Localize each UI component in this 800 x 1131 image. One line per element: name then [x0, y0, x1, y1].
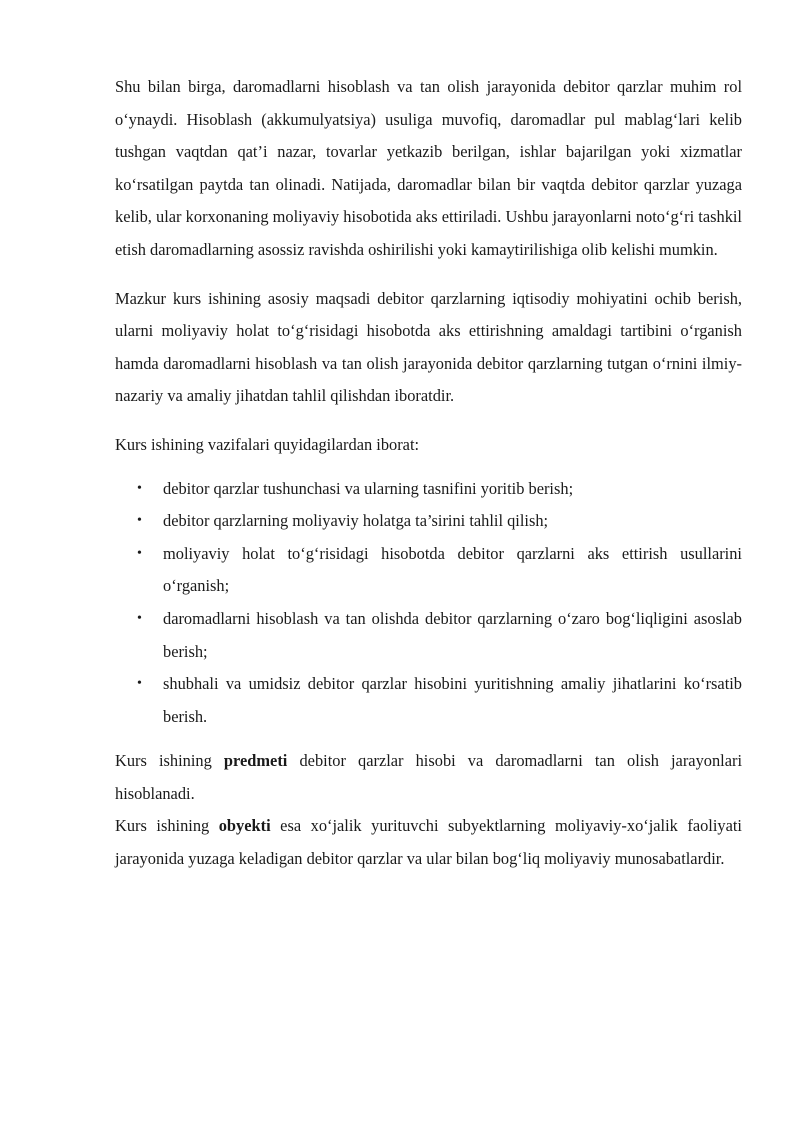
bullet-icon: •: [137, 480, 142, 496]
bullet-icon: •: [137, 513, 142, 529]
object-rest: esa xo‘jalik yurituvchi subyektlarning moliyaviy-xo‘jalik faoliyati jarayonida yuzaga keladigan debitor qarzlar va ular bilan bog‘liq moliyaviy munosabatlardir.: [115, 816, 742, 869]
paragraph-subject: [115, 745, 742, 810]
paragraph-revenue-receivables: Shu bilan birga, daromadlarni hisoblash va tan olish jarayonida debitor qarzlar muhim rol o‘ynaydi. Hisoblash (akkumulyatsiya) usuliga muvofiq, daromadlar pul mablag‘lari kelib tushgan vaqtdan qat’i nazar, tovarlar yetkazib berilgan, ishlar bajarilgan yoki xizmatlar ko‘rsatilgan paytda tan olinadi. Natijada, daromadlar bilan bir vaqtda debitor qarzlar yuzaga kelib, ular korxonaning moliyaviy hisobotida aks ettiriladi. Ushbu jarayonlarni noto‘g‘ri tashkil etish daromadlarning asossiz ravishda oshirilishi yoki kamaytirilishiga olib kelishi mumkin.: [115, 77, 742, 259]
task-text: debitor qarzlarning moliyaviy holatga ta’sirini tahlil qilish;: [163, 511, 549, 531]
object-term: obyekti: [218, 816, 271, 836]
list-item: [115, 603, 742, 668]
document-page: [115, 71, 742, 876]
list-item: [115, 473, 742, 506]
bullet-icon: •: [137, 676, 142, 692]
bullet-icon: •: [137, 610, 142, 626]
task-text: daromadlarni hisoblash va tan olishda debitor qarzlarning o‘zaro bog‘liqligini asoslab berish;: [163, 608, 742, 661]
object-lead: Kurs ishining: [115, 816, 219, 836]
subject-term: predmeti: [223, 751, 288, 771]
paragraph-object: [115, 810, 742, 875]
list-item: [115, 538, 742, 603]
paragraph-course-goal: Mazkur kurs ishining asosiy maqsadi debitor qarzlarning iqtisodiy mohiyatini ochib berish, ularni moliyaviy holat to‘g‘risidagi hisobotda aks ettirishning amaldagi tartibini o‘rganish hamda daromadlarni hisoblash va tan olish jarayonida debitor qarzlarning tutgan o‘rnini ilmiy-nazariy va amaliy jihatdan tahlil qilishdan iboratdir.: [115, 288, 742, 406]
list-item: [115, 668, 742, 733]
subject-rest: debitor qarzlar hisobi va daromadlarni tan olish jarayonlari hisoblanadi.: [115, 751, 742, 803]
task-text: debitor qarzlar tushunchasi va ularning tasnifini yoritib berish;: [163, 478, 574, 498]
task-text: shubhali va umidsiz debitor qarzlar hisobini yuritishning amaliy jihatlarini ko‘rsatib berish.: [163, 674, 742, 726]
list-item: [115, 505, 742, 538]
task-text: moliyaviy holat to‘g‘risidagi hisobotda debitor qarzlarni aks ettirish usullarini o‘rganish;: [163, 543, 742, 596]
bullet-icon: •: [137, 545, 142, 561]
task-list: [115, 473, 742, 734]
paragraph-tasks-intro: Kurs ishining vazifalari quyidagilardan iborat:: [115, 434, 420, 454]
subject-lead: Kurs ishining: [115, 751, 224, 771]
